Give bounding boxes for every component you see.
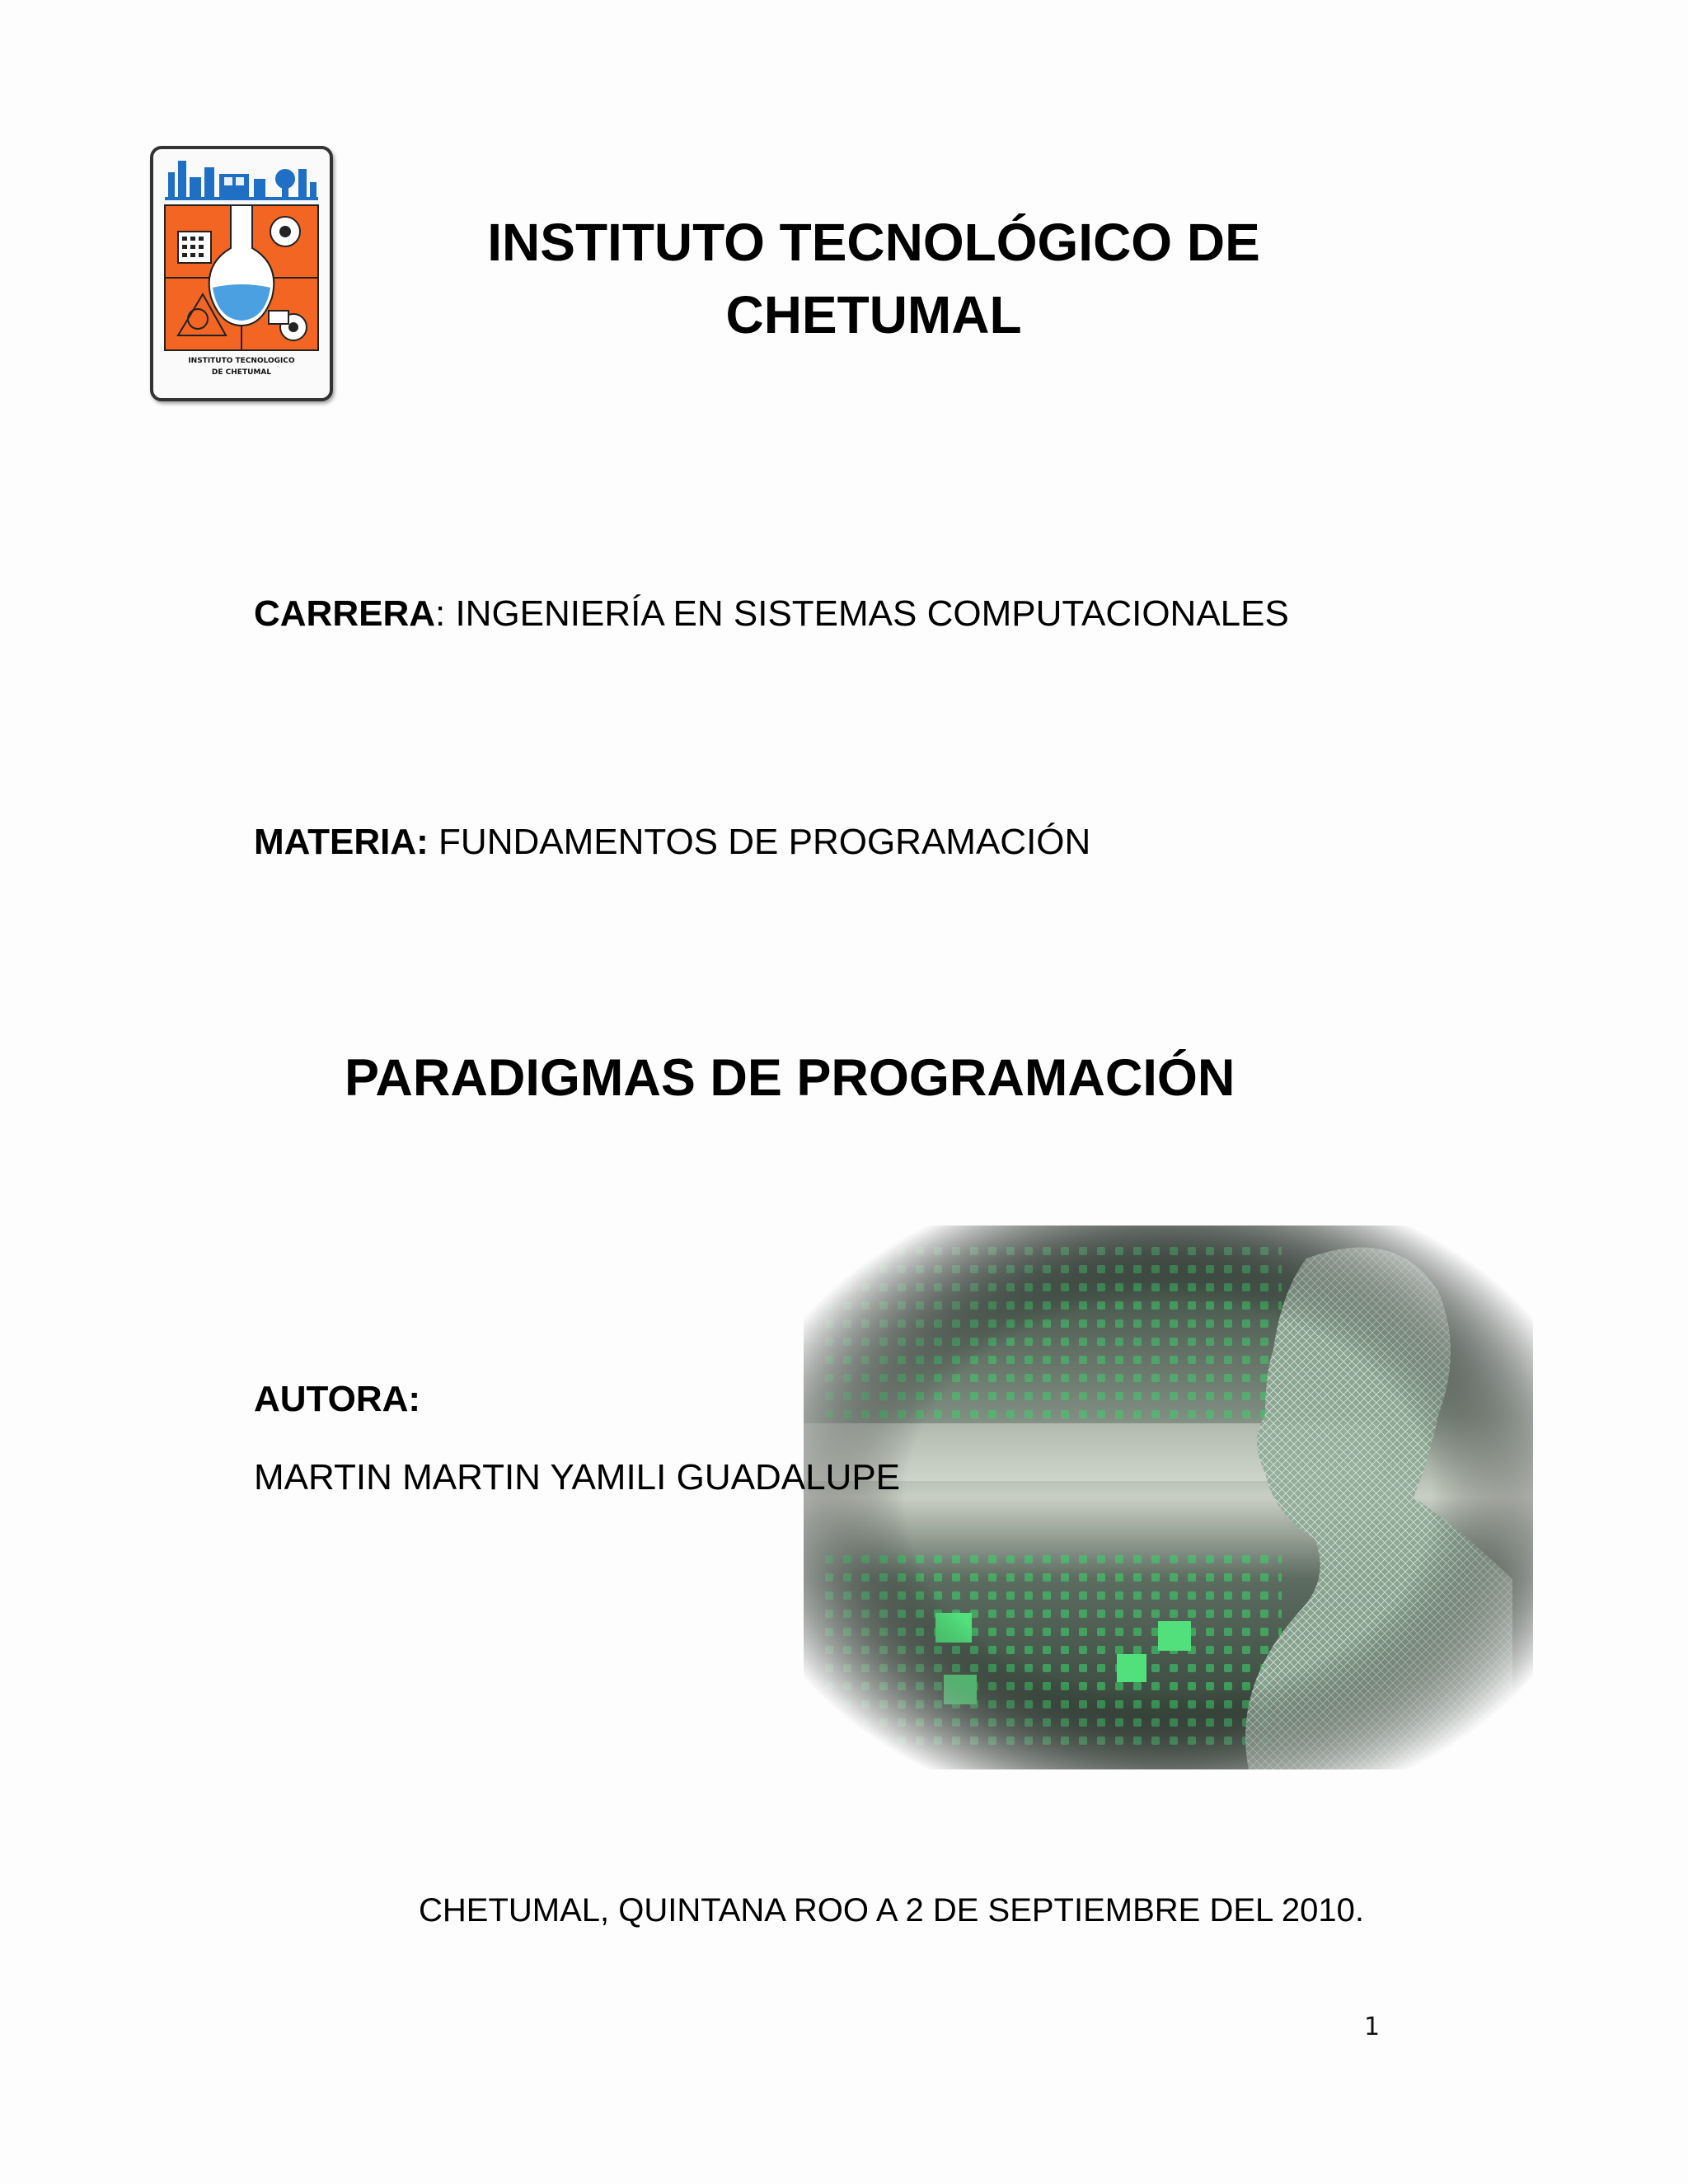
autora-name: MARTIN MARTIN YAMILI GUADALUPE: [254, 1457, 901, 1497]
institution-title: [363, 206, 1385, 351]
carrera-label: CARRERA: [254, 593, 435, 634]
hero-illustration: [804, 1226, 1533, 1769]
logo-caption-line2: DE CHETUMAL: [211, 368, 272, 377]
materia-value: FUNDAMENTOS DE PROGRAMACIÓN: [428, 822, 1091, 862]
carrera-field: [254, 591, 1289, 637]
institution-title-line2: CHETUMAL: [725, 285, 1022, 344]
autora-label: AUTORA:: [254, 1379, 421, 1419]
digital-human-icon: [804, 1226, 1533, 1769]
page-number: 1: [1364, 2013, 1381, 2041]
place-date: CHETUMAL, QUINTANA ROO A 2 DE SEPTIEMBRE DEL 2010.: [419, 1892, 1364, 1929]
materia-label: MATERIA:: [254, 822, 429, 862]
carrera-separator: :: [435, 593, 456, 634]
institute-logo: [150, 146, 333, 401]
carrera-value: INGENIERÍA EN SISTEMAS COMPUTACIONALES: [455, 593, 1289, 634]
institution-title-line1: INSTITUTO TECNOLÓGICO DE: [487, 213, 1260, 272]
document-title: PARADIGMAS DE PROGRAMACIÓN: [345, 1049, 1236, 1107]
materia-field: [254, 819, 1090, 865]
logo-caption-line1: INSTITUTO TECNOLOGICO: [188, 357, 295, 365]
